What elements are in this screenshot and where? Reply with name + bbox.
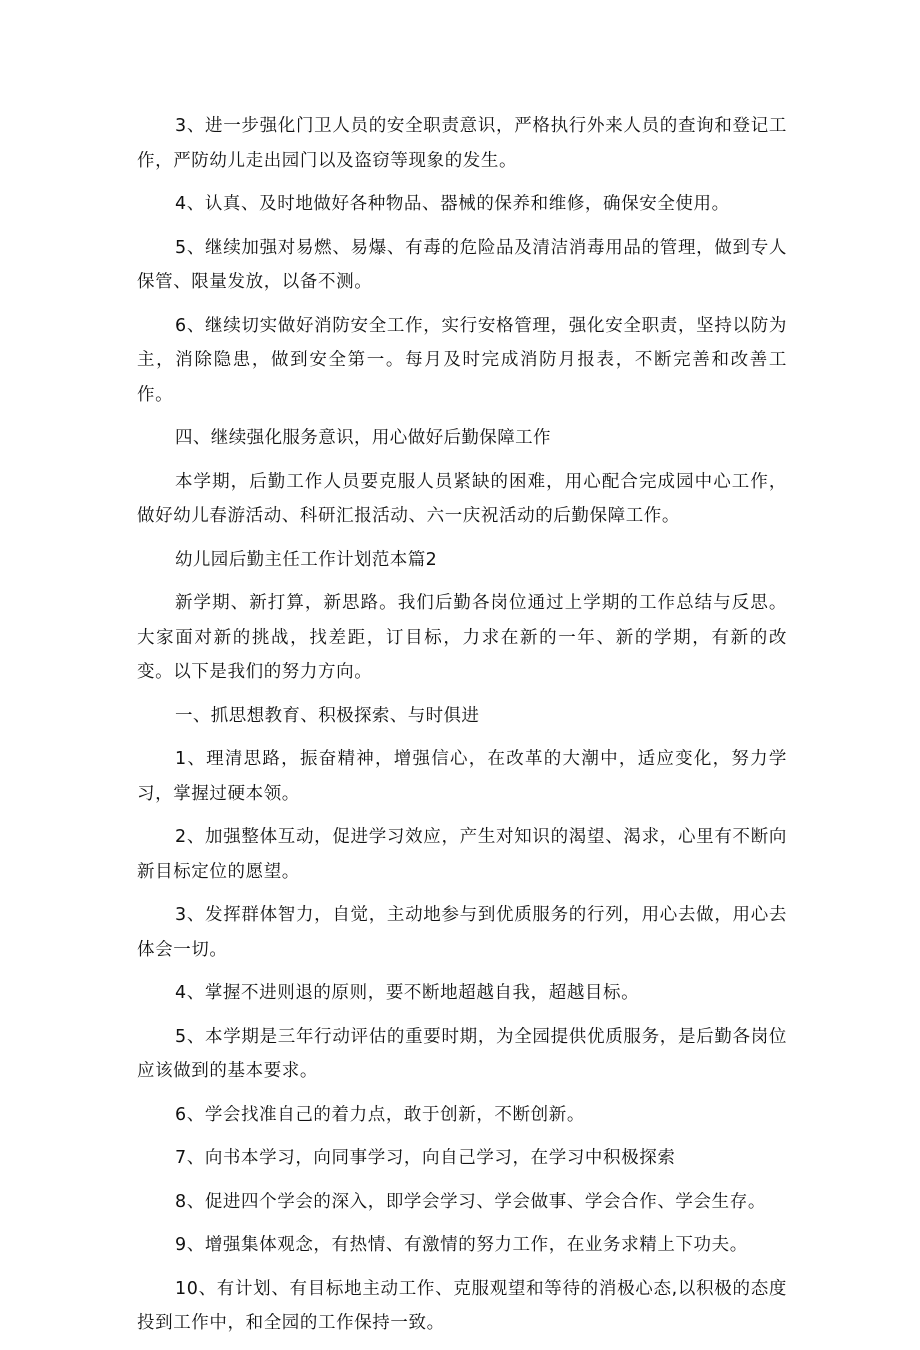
section-heading-ideological-education: 一、抓思想教育、积极探索、与时俱进 (175, 705, 480, 726)
list-item-3: 3、发挥群体智力，自觉，主动地参与到优质服务的行列，用心去做，用心去体会一切。 (137, 905, 787, 960)
list-item-10: 10、有计划、有目标地主动工作、克服观望和等待的消极心态,以积极的态度投到工作中，和全园的工作保持一致。 (137, 1278, 787, 1333)
list-item-2: 2、加强整体互动，促进学习效应，产生对知识的渴望、渴求，心里有不断向新目标定位的愿望。 (137, 827, 787, 882)
list-item-9: 9、增强集体观念，有热情、有激情的努力工作，在业务求精上下功夫。 (175, 1235, 748, 1255)
paragraph-hazardous-materials: 5、继续加强对易燃、易爆、有毒的危险品及清洁消毒用品的管理，做到专人保管、限量发放，以备不测。 (137, 237, 787, 292)
paragraph-fire-safety: 6、继续切实做好消防安全工作，实行安格管理，强化安全职责，坚持以防为主，消除隐患，做到安全第一。每月及时完成消防月报表，不断完善和改善工作。 (137, 315, 787, 405)
list-item-6: 6、学会找准自己的着力点，敢于创新，不断创新。 (175, 1104, 585, 1125)
section-heading-service-awareness: 四、继续强化服务意识，用心做好后勤保障工作 (175, 428, 551, 448)
list-item-1: 1、理清思路，振奋精神，增强信心，在改革的大潮中，适应变化，努力学习，掌握过硬本领。 (137, 749, 787, 804)
article-title-part-2: 幼儿园后勤主任工作计划范本篇2 (175, 549, 438, 570)
paragraph-new-semester: 新学期、新打算，新思路。我们后勤各岗位通过上学期的工作总结与反思。大家面对新的挑战，找差距，订目标，力求在新的一年、新的学期，有新的改变。以下是我们的努力方向。 (137, 593, 787, 682)
document-body (137, 109, 787, 1350)
list-item-5: 5、本学期是三年行动评估的重要时期，为全园提供优质服务，是后勤各岗位应该做到的基本要求。 (137, 1026, 787, 1081)
paragraph-logistics-support: 本学期，后勤工作人员要克服人员紧缺的困难，用心配合完成园中心工作，做好幼儿春游活动、科研汇报活动、六一庆祝活动的后勤保障工作。 (137, 471, 787, 526)
list-item-8: 8、促进四个学会的深入，即学会学习、学会做事、学会合作、学会生存。 (175, 1191, 766, 1212)
list-item-4: 4、掌握不进则退的原则，要不断地超越自我，超越目标。 (175, 983, 640, 1003)
list-item-7: 7、向书本学习，向同事学习，向自己学习，在学习中积极探索 (175, 1148, 676, 1168)
paragraph-security-guard: 3、进一步强化门卫人员的安全职责意识，严格执行外来人员的查询和登记工作，严防幼儿走出园门以及盗窃等现象的发生。 (137, 116, 787, 171)
paragraph-equipment-maintenance: 4、认真、及时地做好各种物品、器械的保养和维修，确保安全使用。 (175, 194, 730, 214)
